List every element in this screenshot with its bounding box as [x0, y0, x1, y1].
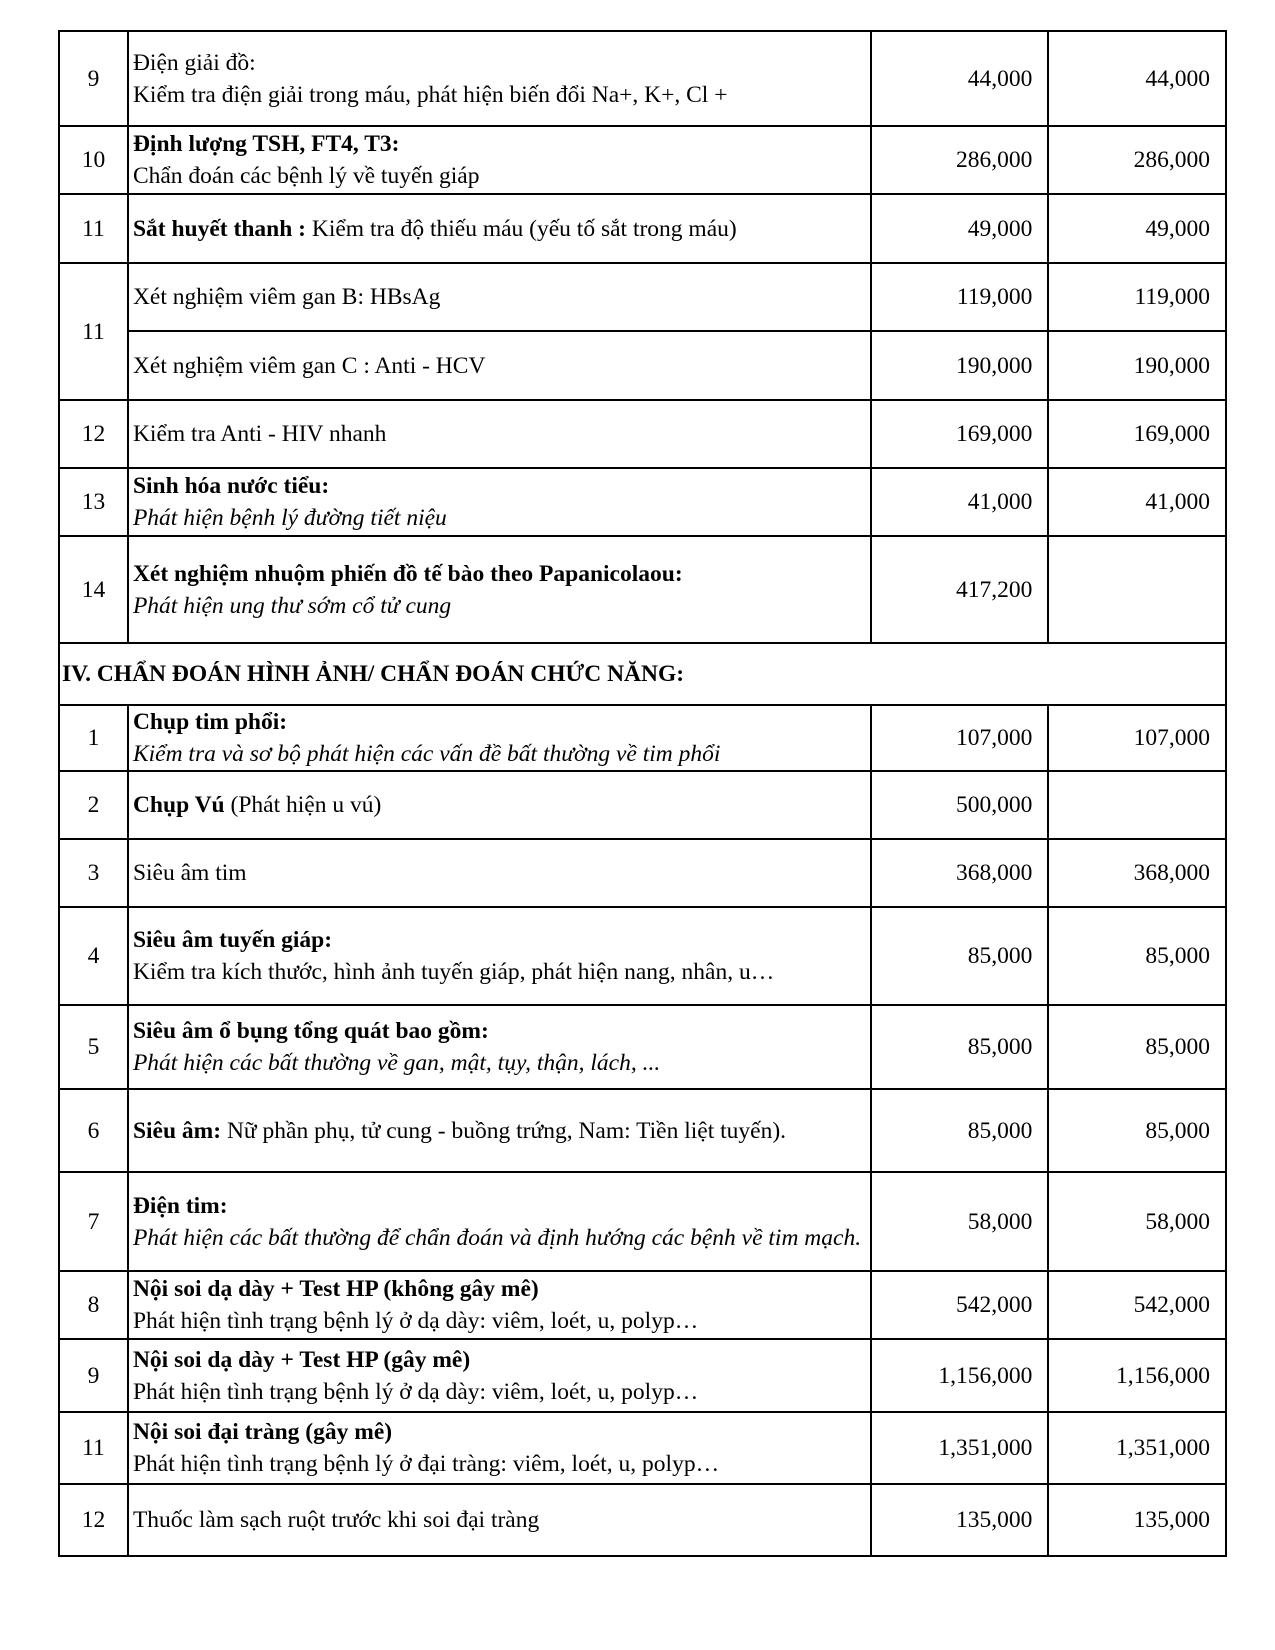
service-title: Sinh hóa nước tiểu: [132, 473, 330, 499]
price-cell-2: 1,156,000 [1048, 1339, 1226, 1412]
price-cell: 119,000 [871, 263, 1049, 331]
price-cell-2: 85,000 [1048, 907, 1226, 1005]
price-cell: 135,000 [871, 1484, 1049, 1556]
row-number: 4 [59, 907, 128, 1005]
service-cell [128, 468, 871, 536]
price-cell-2: 1,351,000 [1048, 1412, 1226, 1484]
service-cell [128, 1412, 871, 1484]
row-number: 7 [59, 1172, 128, 1271]
price-cell-2: 135,000 [1048, 1484, 1226, 1556]
service-title: Siêu âm ổ bụng tổng quát bao gồm: [132, 1018, 489, 1044]
service-description: Xét nghiệm viêm gan B: HBsAg [132, 284, 441, 310]
service-description: Kiểm tra kích thước, hình ảnh tuyến giáp, phát hiện nang, nhân, u… [132, 959, 775, 985]
service-title: Siêu âm tuyến giáp: [132, 927, 333, 953]
row-number: 14 [59, 536, 128, 643]
service-description: Kiểm tra độ thiếu máu (yếu tố sắt trong máu) [311, 215, 737, 242]
price-cell-2: 286,000 [1048, 126, 1226, 194]
table-row [59, 400, 1226, 468]
price-cell: 286,000 [871, 126, 1049, 194]
price-cell-2: 368,000 [1048, 839, 1226, 907]
table-row [59, 705, 1226, 771]
service-title: Chụp tim phổi: [132, 709, 288, 735]
price-cell: 44,000 [871, 31, 1049, 126]
table-row [59, 1089, 1226, 1172]
service-description: Phát hiện bệnh lý đường tiết niệu [132, 505, 447, 531]
row-number: 1 [59, 705, 128, 771]
service-cell [128, 907, 871, 1005]
service-description: Nữ phần phụ, tử cung - buồng trứng, Nam: Tiền liệt tuyến). [226, 1117, 787, 1144]
price-table [58, 30, 1227, 1557]
price-cell-2: 58,000 [1048, 1172, 1226, 1271]
service-description: Phát hiện ung thư sớm cổ tử cung [132, 592, 452, 619]
service-description: (Phát hiện u vú) [230, 792, 382, 818]
service-cell [128, 331, 871, 400]
table-row [59, 1271, 1226, 1339]
table-row [59, 1172, 1226, 1271]
price-cell-2: 41,000 [1048, 468, 1226, 536]
service-description: Xét nghiệm viêm gan C : Anti - HCV [132, 352, 486, 379]
price-cell: 58,000 [871, 1172, 1049, 1271]
row-number: 13 [59, 468, 128, 536]
service-cell [128, 705, 871, 771]
service-title: Nội soi dạ dày + Test HP (gây mê) [132, 1346, 471, 1373]
price-cell: 85,000 [871, 1005, 1049, 1089]
row-number: 6 [59, 1089, 128, 1172]
price-cell: 41,000 [871, 468, 1049, 536]
service-title: Sắt huyết thanh : [132, 215, 306, 242]
service-description: Kiểm tra Anti - HIV nhanh [132, 421, 387, 447]
price-cell: 49,000 [871, 194, 1049, 263]
row-number: 12 [59, 400, 128, 468]
price-cell: 417,200 [871, 536, 1049, 643]
service-description: Phát hiện tình trạng bệnh lý ở dạ dày: viêm, loét, u, polyp… [132, 1308, 699, 1334]
service-cell [128, 263, 871, 331]
service-cell [128, 400, 871, 468]
table-row [59, 1484, 1226, 1556]
price-cell: 368,000 [871, 839, 1049, 907]
price-cell: 1,351,000 [871, 1412, 1049, 1484]
service-cell [128, 1339, 871, 1412]
row-number: 5 [59, 1005, 128, 1089]
service-description: Siêu âm tim [132, 860, 247, 886]
row-number: 9 [59, 31, 128, 126]
section-header-row [59, 643, 1226, 705]
service-title: Chụp Vú [132, 792, 225, 818]
table-row [59, 1412, 1226, 1484]
price-cell-2: 49,000 [1048, 194, 1226, 263]
table-row [59, 907, 1226, 1005]
price-cell-2: 169,000 [1048, 400, 1226, 468]
service-description: Phát hiện các bất thường về gan, mật, tụy, thận, lách, ... [132, 1050, 661, 1076]
price-cell: 542,000 [871, 1271, 1049, 1339]
service-title: Siêu âm: [132, 1117, 222, 1144]
service-cell [128, 1089, 871, 1172]
table-row [59, 771, 1226, 839]
row-number: 12 [59, 1484, 128, 1556]
service-title: Định lượng TSH, FT4, T3: [132, 131, 400, 157]
price-cell-2: 190,000 [1048, 331, 1226, 400]
table-row [59, 839, 1226, 907]
row-number: 3 [59, 839, 128, 907]
service-cell [128, 536, 871, 643]
service-description: Chẩn đoán các bệnh lý về tuyến giáp [132, 163, 480, 189]
service-cell [128, 1005, 871, 1089]
price-cell-2: 107,000 [1048, 705, 1226, 771]
price-cell-2: 44,000 [1048, 31, 1226, 126]
price-cell: 85,000 [871, 907, 1049, 1005]
price-cell-2: 119,000 [1048, 263, 1226, 331]
price-cell: 107,000 [871, 705, 1049, 771]
table-row [59, 126, 1226, 194]
price-cell: 500,000 [871, 771, 1049, 839]
row-number: 2 [59, 771, 128, 839]
table-row [59, 263, 1226, 331]
price-cell-2: 542,000 [1048, 1271, 1226, 1339]
service-cell [128, 1172, 871, 1271]
service-description: Phát hiện tình trạng bệnh lý ở dạ dày: viêm, loét, u, polyp… [132, 1378, 699, 1405]
service-description: Thuốc làm sạch ruột trước khi soi đại tràng [132, 1507, 540, 1533]
service-cell [128, 771, 871, 839]
price-cell: 190,000 [871, 331, 1049, 400]
table-row [59, 468, 1226, 536]
section-title: IV. CHẨN ĐOÁN HÌNH ẢNH/ CHẨN ĐOÁN CHỨC NĂNG: [59, 643, 1226, 705]
service-description: Kiểm tra điện giải trong máu, phát hiện biến đổi Na+, K+, Cl + [132, 81, 728, 108]
service-cell [128, 126, 871, 194]
service-title: Nội soi dạ dày + Test HP (không gây mê) [132, 1276, 539, 1302]
service-title: Xét nghiệm nhuộm phiến đồ tế bào theo Papanicolaou: [132, 560, 683, 587]
price-cell: 1,156,000 [871, 1339, 1049, 1412]
service-cell [128, 194, 871, 263]
service-title: Điện tim: [132, 1192, 228, 1219]
service-cell [128, 839, 871, 907]
row-number: 11 [59, 1412, 128, 1484]
service-description: Phát hiện tình trạng bệnh lý ở đại tràng: viêm, loét, u, polyp… [132, 1451, 720, 1477]
price-cell-2 [1048, 536, 1226, 643]
table-row [59, 1339, 1226, 1412]
table-row [59, 1005, 1226, 1089]
service-description: Kiểm tra và sơ bộ phát hiện các vấn đề bất thường về tim phổi [132, 741, 721, 767]
price-table-body [59, 31, 1226, 1556]
service-cell [128, 1271, 871, 1339]
table-row [59, 194, 1226, 263]
price-cell: 85,000 [871, 1089, 1049, 1172]
service-description: Phát hiện các bất thường để chẩn đoán và định hướng các bệnh về tim mạch. [132, 1224, 862, 1251]
row-number: 11 [59, 263, 128, 400]
table-row [59, 31, 1226, 126]
price-cell-2: 85,000 [1048, 1005, 1226, 1089]
service-title: Nội soi đại tràng (gây mê) [132, 1419, 393, 1445]
price-cell-2 [1048, 771, 1226, 839]
price-cell-2: 85,000 [1048, 1089, 1226, 1172]
row-number: 9 [59, 1339, 128, 1412]
price-cell: 169,000 [871, 400, 1049, 468]
table-row [59, 536, 1226, 643]
table-row [59, 331, 1226, 400]
service-cell [128, 1484, 871, 1556]
row-number: 11 [59, 194, 128, 263]
service-title: Điện giải đồ: [132, 49, 256, 76]
service-cell [128, 31, 871, 126]
row-number: 10 [59, 126, 128, 194]
row-number: 8 [59, 1271, 128, 1339]
